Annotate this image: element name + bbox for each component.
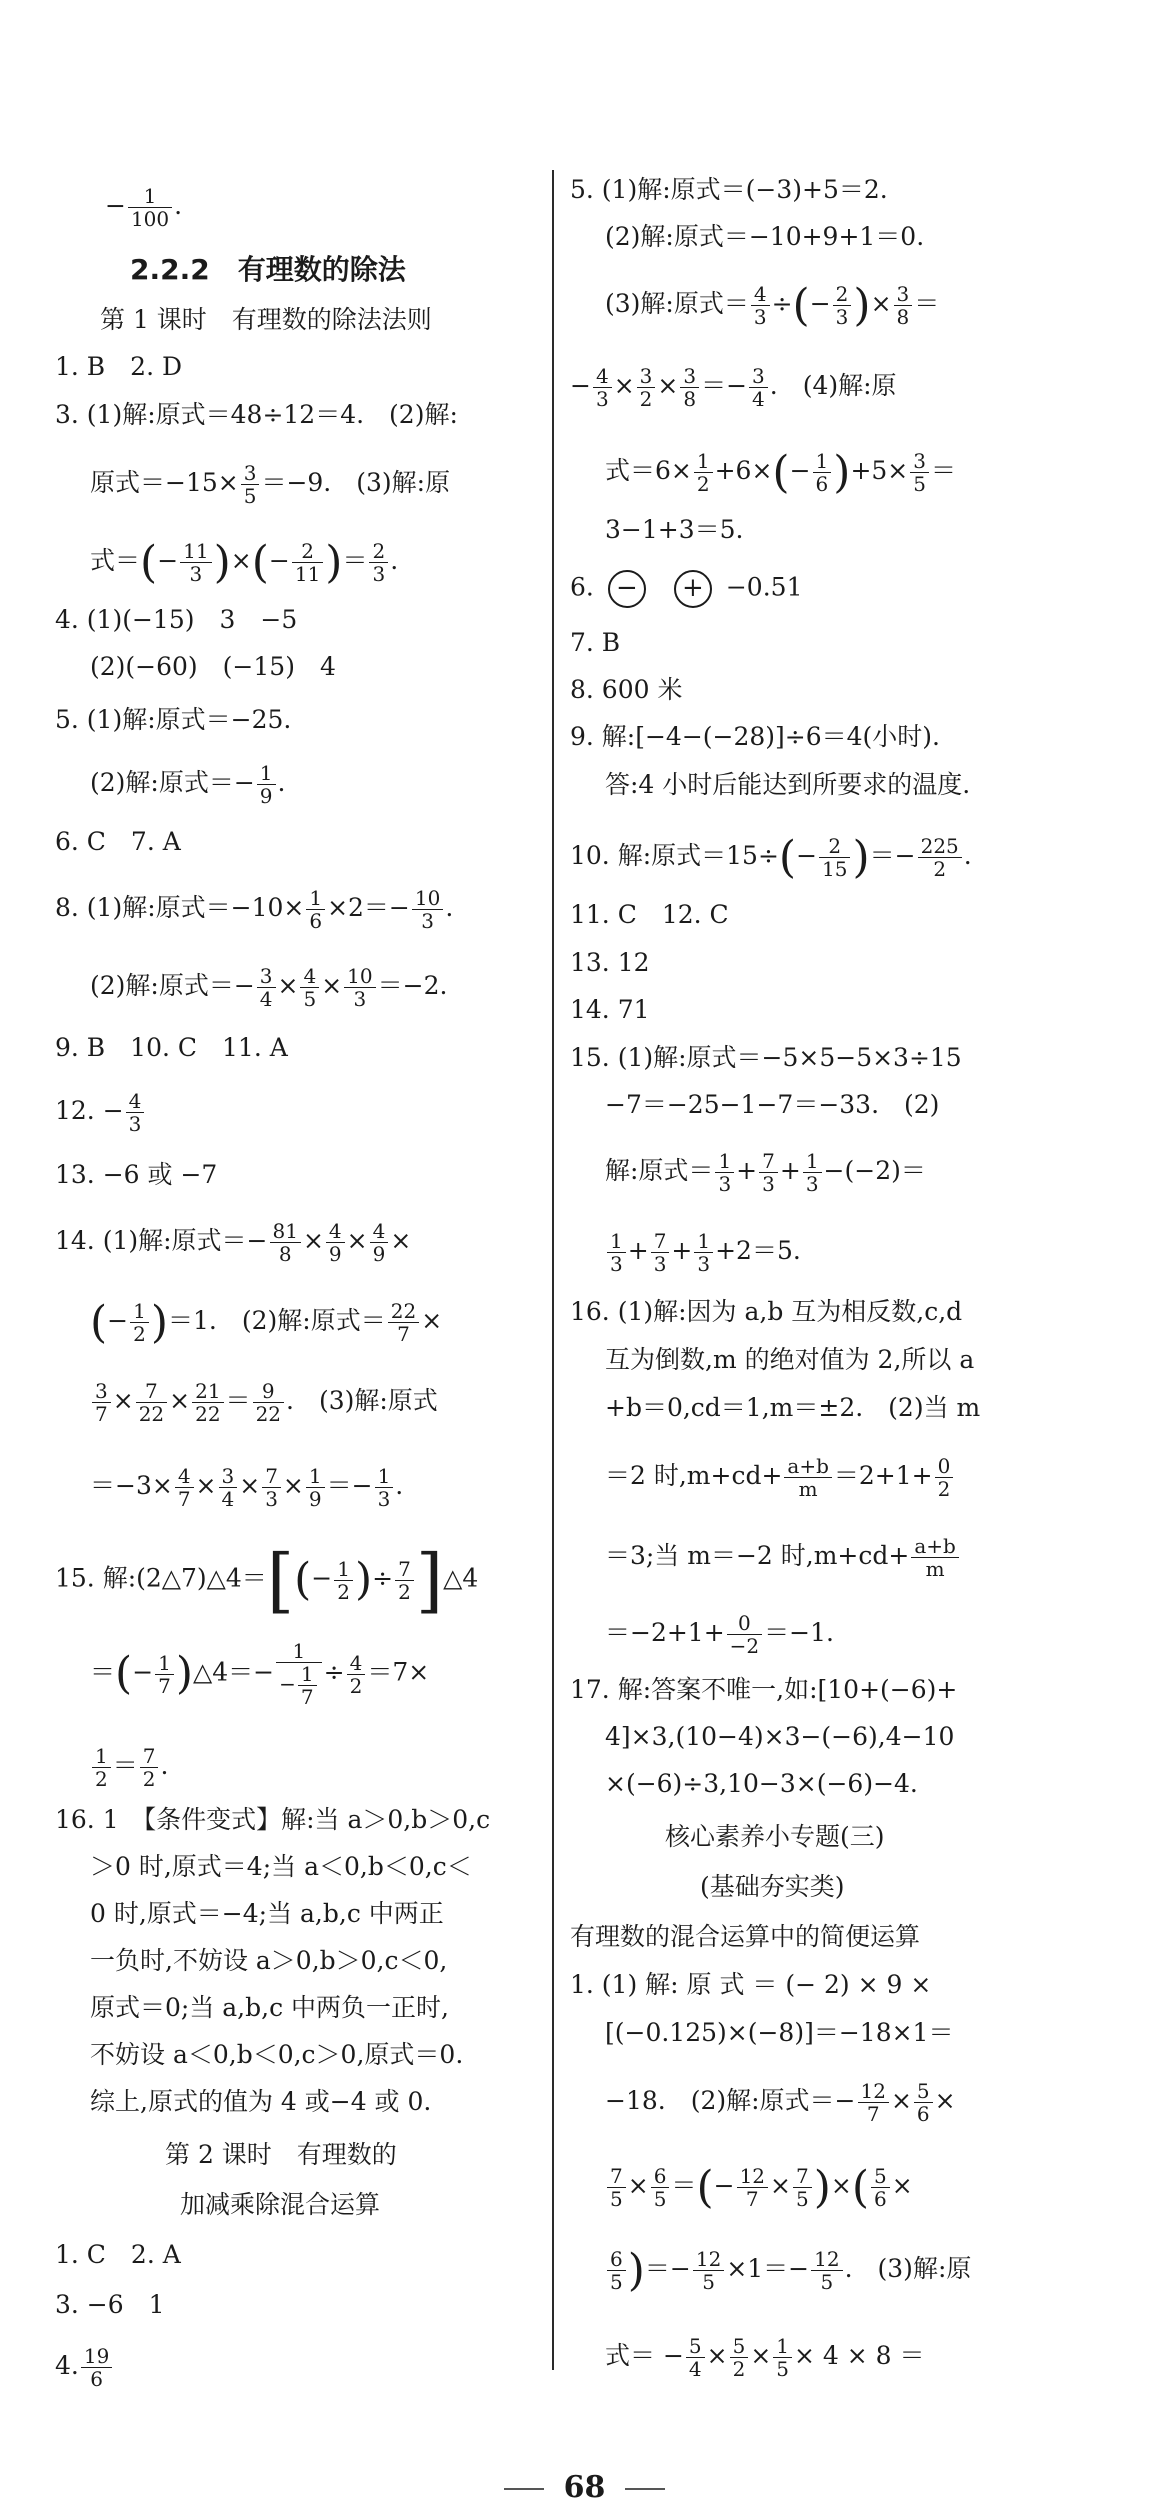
answer-16-line4: 一负时,不妨设 a＞0,b＞0,c＜0, bbox=[90, 1946, 448, 1975]
r-answer-5-line2: (2)解:原式＝−10+9+1＝0. bbox=[605, 222, 925, 251]
lesson-2-title-line1: 第 2 课时 有理数的 bbox=[165, 2140, 397, 2169]
answer-3-line2: 原式＝−15× $\frac{3}{5}$ ＝−9. (3)解:原 bbox=[90, 461, 451, 508]
r-answer-17-line1: 17. 解:答案不唯一,如:[10+(−6)+ bbox=[570, 1675, 958, 1704]
r-answer-16-line3: +b＝0,cd＝1,m＝±2. (2)当 m bbox=[605, 1393, 981, 1422]
answer-8-line2: (2)解:原式＝− $\frac{3}{4}$ × $\frac{4}{5}$ × $\frac{10}{3}$ ＝−2. bbox=[90, 964, 448, 1011]
s-answer-1-line2: [(−0.125)×(−8)]＝−18×1＝ bbox=[605, 2018, 954, 2047]
r-answer-16-line4: ＝2 时,m+cd+ $\frac{a+b}{m}$ ＝2+1+ $\frac{0}{2}$ bbox=[605, 1455, 955, 1500]
answer-6: 6. C 7. A bbox=[55, 827, 181, 856]
r-answer-16-line6: ＝−2+1+ $\frac{0}{-2}$ ＝−1. bbox=[605, 1611, 834, 1658]
answer-14-line1: 14. (1)解:原式＝− $\frac{81}{8}$ × $\frac{4}{9}$ × $\frac{4}{9}$ × bbox=[55, 1219, 412, 1266]
r-answer-15-line2: −7＝−25−1−7＝−33. (2) bbox=[605, 1090, 940, 1119]
plus-circle-icon: + bbox=[674, 570, 712, 608]
answer-4-line1: 4. (1)(−15) 3 −5 bbox=[55, 605, 298, 634]
answer-13: 13. −6 或 −7 bbox=[55, 1160, 218, 1189]
answer-14-line3: $\frac{3}{7}$ × $\frac{7}{22}$ × $\frac{21}{22}$ ＝ $\frac{9}{22}$ . (3)解:原式 bbox=[90, 1380, 438, 1425]
answer-3-line1: 3. (1)解:原式＝48÷12＝4. (2)解: bbox=[55, 400, 458, 429]
answer-5-line2: (2)解:原式＝− $\frac{1}{9}$ . bbox=[90, 761, 286, 808]
r-answer-11: 11. C 12. C bbox=[570, 900, 729, 929]
r-answer-13: 13. 12 bbox=[570, 948, 650, 977]
answer-16-line7: 综上,原式的值为 4 或−4 或 0. bbox=[90, 2087, 432, 2116]
r-answer-17-line3: ×(−6)÷3,10−3×(−6)−4. bbox=[605, 1769, 918, 1798]
r-answer-14: 14. 71 bbox=[570, 995, 650, 1024]
r-answer-5-line6: 3−1+3＝5. bbox=[605, 515, 744, 544]
answer-16-line5: 原式＝0;当 a,b,c 中两负一正时, bbox=[90, 1993, 449, 2022]
r-answer-5-line3: (3)解:原式＝ $\frac{4}{3}$ ÷(− $\frac{2}{3}$ )× $\frac{3}{8}$ ＝ bbox=[605, 279, 940, 331]
s-answer-1-line5: $\frac{6}{5}$ )＝− $\frac{12}{5}$ ×1＝− $\frac{12}{5}$ . (3)解:原 bbox=[605, 2248, 971, 2293]
r-answer-5-line4: − $\frac{4}{3}$ × $\frac{3}{2}$ × $\frac{3}{8}$ ＝− $\frac{3}{4}$ . (4)解:原 bbox=[570, 364, 897, 411]
r-answer-15-line3: 解:原式＝ $\frac{1}{3}$ + $\frac{7}{3}$ + $\frac{1}{3}$ −(−2)＝ bbox=[605, 1149, 926, 1196]
r-answer-6: 6. − + −0.51 bbox=[570, 570, 802, 608]
r-answer-16-line2: 互为倒数,m 的绝对值为 2,所以 a bbox=[605, 1345, 975, 1374]
answer-15-line3: $\frac{1}{2}$ ＝ $\frac{7}{2}$ . bbox=[90, 1745, 168, 1790]
r-answer-17-line2: 4]×3,(10−4)×3−(−6),4−10 bbox=[605, 1722, 955, 1751]
answer-b1: 1. C 2. A bbox=[55, 2240, 181, 2269]
r-answer-8: 8. 600 米 bbox=[570, 675, 683, 704]
r-answer-15-line4: $\frac{1}{3}$ + $\frac{7}{3}$ + $\frac{1}{3}$ +2＝5. bbox=[605, 1230, 801, 1275]
r-answer-16-line5: ＝3;当 m＝−2 时,m+cd+ $\frac{a+b}{m}$ bbox=[605, 1535, 961, 1580]
r-answer-9-line1: 9. 解:[−4−(−28)]÷6＝4(小时). bbox=[570, 722, 941, 751]
answer-9: 9. B 10. C 11. A bbox=[55, 1033, 288, 1062]
minus-circle-icon: − bbox=[608, 570, 646, 608]
answer-b4: 4. $\frac{19}{6}$ bbox=[55, 2345, 114, 2390]
answer-8-line1: 8. (1)解:原式＝−10× $\frac{1}{6}$ ×2＝− $\frac{10}{3}$ . bbox=[55, 886, 454, 933]
answer-1: 1. B 2. D bbox=[55, 352, 183, 381]
answer-15-line2: ＝(− $\frac{1}{7}$ )△4＝− 1 − $\frac{1}{7}$ ÷ $\frac{4}{2}$ ＝7× bbox=[90, 1639, 430, 1709]
answer-12: 12. − $\frac{4}{3}$ bbox=[55, 1090, 146, 1135]
r-answer-5-line5: 式＝6× $\frac{1}{2}$ +6×(− $\frac{1}{6}$ )+5× $\frac{3}{5}$ ＝ bbox=[605, 446, 956, 498]
s-answer-1-line3: −18. (2)解:原式＝− $\frac{12}{7}$ × $\frac{5}{6}$ × bbox=[605, 2079, 956, 2126]
answer-b3: 3. −6 1 bbox=[55, 2290, 165, 2319]
s-answer-1-line6: 式＝ − $\frac{5}{4}$ × $\frac{5}{2}$ × $\frac{1}{5}$ × 4 × 8 ＝ bbox=[605, 2334, 925, 2381]
r-answer-16-line1: 16. (1)解:因为 a,b 互为相反数,c,d bbox=[570, 1297, 963, 1326]
special-title: 核心素养小专题(三) bbox=[665, 1822, 885, 1851]
answer-16-line3: 0 时,原式＝−4;当 a,b,c 中两正 bbox=[90, 1899, 444, 1928]
answer-4-line2: (2)(−60) (−15) 4 bbox=[90, 652, 336, 681]
s-answer-1-line4: $\frac{7}{5}$ × $\frac{6}{5}$ ＝(− $\frac{12}{7}$ × $\frac{7}{5}$ )×( $\frac{5}{6}$ × bbox=[605, 2165, 913, 2210]
answer-15-line1: 15. 解:(2△7)△4＝[(− $\frac{1}{2}$ )÷ $\frac{7}{2}$ ]△4 bbox=[55, 1539, 479, 1621]
r-answer-9-line2: 答:4 小时后能达到所要求的温度. bbox=[605, 770, 971, 799]
answer-3-line3: 式＝(− $\frac{11}{3}$ )×(− $\frac{2}{11}$ )＝ $\frac{2}{3}$ . bbox=[90, 536, 399, 588]
answer-16-line1: 16. 1 【条件变式】解:当 a＞0,b＞0,c bbox=[55, 1805, 491, 1834]
lesson-title: 第 1 课时 有理数的除法法则 bbox=[100, 305, 432, 334]
r-answer-7: 7. B bbox=[570, 628, 621, 657]
s-answer-1-line1: 1. (1) 解: 原 式 ＝ (− 2) × 9 × bbox=[570, 1970, 932, 1999]
section-title: 2.2.2 有理数的除法 bbox=[130, 253, 406, 286]
page-number: 68 bbox=[0, 2470, 1169, 2505]
r-answer-5-line1: 5. (1)解:原式＝(−3)+5＝2. bbox=[570, 175, 888, 204]
r-answer-15-line1: 15. (1)解:原式＝−5×5−5×3÷15 bbox=[570, 1043, 962, 1072]
carry-answer: − $\frac{1}{100}$ . bbox=[105, 184, 183, 231]
special-topic: 有理数的混合运算中的简便运算 bbox=[570, 1922, 921, 1951]
special-subtitle: (基础夯实类) bbox=[700, 1872, 845, 1901]
lesson-2-title-line2: 加减乘除混合运算 bbox=[180, 2190, 381, 2219]
answer-14-line4: ＝−3× $\frac{4}{7}$ × $\frac{3}{4}$ × $\frac{7}{3}$ × $\frac{1}{9}$ ＝− $\frac{1}{3}$ . bbox=[90, 1464, 404, 1511]
answer-14-line2: (− $\frac{1}{2}$ )＝1. (2)解:原式＝ $\frac{22}{7}$ × bbox=[90, 1296, 443, 1348]
column-divider bbox=[552, 170, 554, 2370]
answer-5-line1: 5. (1)解:原式＝−25. bbox=[55, 705, 292, 734]
r-answer-10: 10. 解:原式＝15÷(− $\frac{2}{15}$ )＝− $\frac{225}{2}$ . bbox=[570, 831, 972, 883]
answer-16-line2: ＞0 时,原式＝4;当 a＜0,b＜0,c＜ bbox=[90, 1852, 472, 1881]
answer-16-line6: 不妨设 a＜0,b＜0,c＞0,原式＝0. bbox=[90, 2040, 464, 2069]
